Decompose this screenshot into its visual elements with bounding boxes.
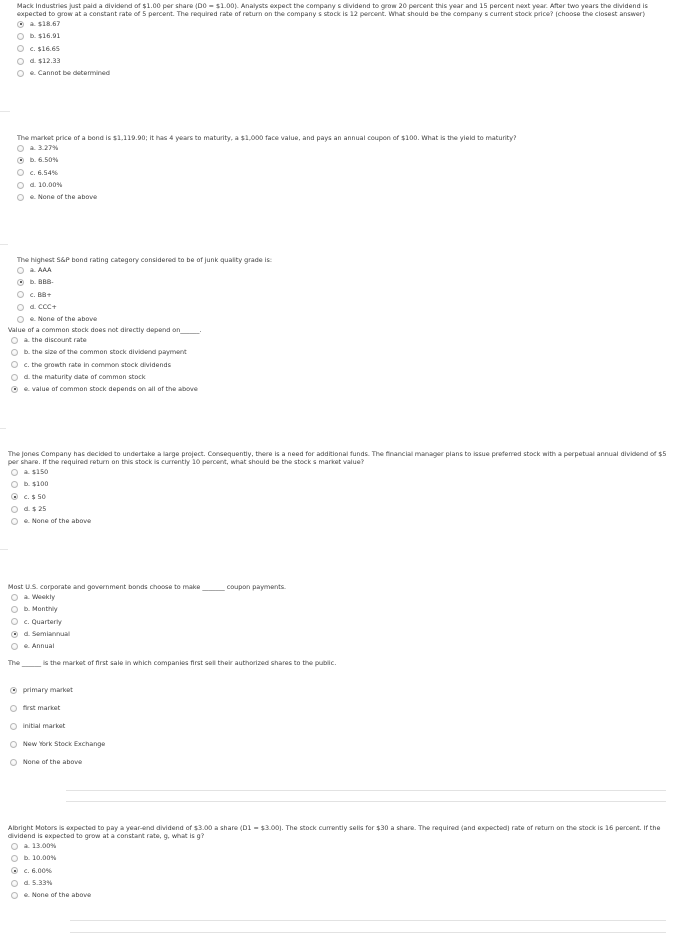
radio-icon[interactable] <box>10 723 17 730</box>
answer-option[interactable]: initial market <box>10 717 658 735</box>
answer-option[interactable]: a. 3.27% <box>17 142 667 154</box>
radio-icon[interactable] <box>17 182 24 189</box>
radio-selected-icon[interactable] <box>17 279 24 286</box>
divider-line <box>70 932 666 933</box>
radio-icon[interactable] <box>10 759 17 766</box>
question-text: The highest S&P bond rating category considered to be of junk quality grade is: <box>17 256 273 264</box>
answer-option[interactable]: e. None of the above <box>17 313 667 325</box>
radio-icon[interactable] <box>10 705 17 712</box>
answer-options <box>17 18 667 79</box>
answer-option[interactable]: c. $ 50 <box>11 491 668 503</box>
answer-option[interactable]: b. Monthly <box>11 603 658 615</box>
answer-options <box>17 264 667 325</box>
answer-option[interactable]: c. 6.54% <box>17 167 667 179</box>
radio-icon[interactable] <box>11 618 18 625</box>
answer-option[interactable]: a. 13.00% <box>11 840 668 852</box>
radio-selected-icon[interactable] <box>10 687 17 694</box>
radio-icon[interactable] <box>17 58 24 65</box>
question-text: Albright Motors is expected to pay a year-end dividend of $3.00 a share (D1 = $3.00). The stock currently sells for $30 a share. The required (and expected) rate of return on the stock is 16 percent. If the dividend is expected to grow at a constant rate, g, what is g? <box>8 824 661 840</box>
answer-options <box>8 466 668 527</box>
radio-icon[interactable] <box>11 643 18 650</box>
separator <box>0 549 8 550</box>
radio-selected-icon[interactable] <box>11 631 18 638</box>
question-4 <box>8 326 658 395</box>
answer-option[interactable]: e. value of common stock depends on all of the above <box>11 383 658 395</box>
radio-icon[interactable] <box>17 145 24 152</box>
answer-option[interactable]: b. the size of the common stock dividend payment <box>11 346 658 358</box>
divider-line <box>66 790 666 791</box>
question-text: The Jones Company has decided to undertake a large project. Consequently, there is a need for additional funds. The financial manager plans to issue preferred stock with a perpetual annual dividend of $5 per share. If the required return on this stock is currently 10 percent, what should be the stock s market value? <box>8 450 667 466</box>
answer-option[interactable]: a. $18.67 <box>17 18 667 30</box>
answer-option[interactable]: b. 6.50% <box>17 154 667 166</box>
radio-icon[interactable] <box>11 506 18 513</box>
question-2 <box>17 134 667 203</box>
separator <box>0 428 6 429</box>
answer-option[interactable]: c. BB+ <box>17 289 667 301</box>
answer-option[interactable]: e. None of the above <box>17 191 667 203</box>
answer-option[interactable]: c. 6.00% <box>11 865 668 877</box>
answer-option[interactable]: b. BBB- <box>17 276 667 288</box>
answer-options <box>8 334 658 395</box>
radio-icon[interactable] <box>17 33 24 40</box>
radio-icon[interactable] <box>11 469 18 476</box>
radio-icon[interactable] <box>11 349 18 356</box>
radio-selected-icon[interactable] <box>11 386 18 393</box>
radio-icon[interactable] <box>17 316 24 323</box>
answer-option[interactable]: a. Weekly <box>11 591 658 603</box>
radio-icon[interactable] <box>11 518 18 525</box>
radio-icon[interactable] <box>10 741 17 748</box>
radio-icon[interactable] <box>17 304 24 311</box>
answer-option[interactable]: b. $16.91 <box>17 30 667 42</box>
answer-option[interactable]: a. $150 <box>11 466 668 478</box>
answer-option[interactable]: d. Semiannual <box>11 628 658 640</box>
answer-option[interactable]: c. $16.65 <box>17 43 667 55</box>
answer-option[interactable]: d. 5.33% <box>11 877 668 889</box>
answer-option[interactable]: None of the above <box>10 753 658 771</box>
answer-options <box>8 591 658 652</box>
answer-option[interactable]: c. Quarterly <box>11 616 658 628</box>
answer-option[interactable]: New York Stock Exchange <box>10 735 658 753</box>
question-8 <box>8 824 668 901</box>
question-1 <box>17 2 667 79</box>
radio-icon[interactable] <box>11 855 18 862</box>
radio-icon[interactable] <box>17 45 24 52</box>
radio-selected-icon[interactable] <box>11 867 18 874</box>
question-3 <box>17 256 667 325</box>
radio-icon[interactable] <box>17 194 24 201</box>
question-7 <box>8 659 658 771</box>
radio-icon[interactable] <box>17 267 24 274</box>
answer-option[interactable]: d. CCC+ <box>17 301 667 313</box>
radio-icon[interactable] <box>11 361 18 368</box>
answer-option[interactable]: b. $100 <box>11 478 668 490</box>
radio-icon[interactable] <box>11 892 18 899</box>
radio-selected-icon[interactable] <box>17 157 24 164</box>
separator <box>0 111 10 112</box>
answer-option[interactable]: e. None of the above <box>11 515 668 527</box>
radio-selected-icon[interactable] <box>17 21 24 28</box>
answer-option[interactable]: e. None of the above <box>11 889 668 901</box>
radio-icon[interactable] <box>11 843 18 850</box>
answer-option[interactable]: b. 10.00% <box>11 852 668 864</box>
answer-option[interactable]: a. AAA <box>17 264 667 276</box>
answer-option[interactable]: a. the discount rate <box>11 334 658 346</box>
radio-icon[interactable] <box>17 169 24 176</box>
answer-option[interactable]: first market <box>10 699 658 717</box>
radio-icon[interactable] <box>11 337 18 344</box>
divider-line <box>70 920 666 921</box>
question-text: The ______ is the market of first sale in which companies first sell their authorized shares to the public. <box>8 659 337 667</box>
answer-option[interactable]: d. 10.00% <box>17 179 667 191</box>
answer-option[interactable]: primary market <box>10 681 658 699</box>
radio-icon[interactable] <box>11 606 18 613</box>
answer-options <box>8 681 658 771</box>
question-text: Most U.S. corporate and government bonds choose to make _______ coupon payments. <box>8 583 287 591</box>
answer-option[interactable]: e. Annual <box>11 640 658 652</box>
radio-icon[interactable] <box>11 880 18 887</box>
radio-icon[interactable] <box>11 481 18 488</box>
question-text: Value of a common stock does not directly depend on______. <box>8 326 202 334</box>
answer-option[interactable]: d. the maturity date of common stock <box>11 371 658 383</box>
answer-options <box>8 840 668 901</box>
radio-icon[interactable] <box>17 70 24 77</box>
radio-icon[interactable] <box>11 374 18 381</box>
answer-option[interactable]: d. $ 25 <box>11 503 668 515</box>
divider-line <box>66 801 666 802</box>
answer-option[interactable]: d. $12.33 <box>17 55 667 67</box>
question-text: Mack Industries just paid a dividend of $1.00 per share (D0 = $1.00). Analysts expect the company s dividend to grow 20 percent this year and 15 percent next year. After two years the dividend is expected to grow at a constant rate of 5 percent. The required rate of return on the company s stock is 12 percent. What should be the company s current stock price? (choose the closest answer) <box>17 2 648 18</box>
separator <box>0 244 8 245</box>
answer-options <box>17 142 667 203</box>
radio-selected-icon[interactable] <box>11 493 18 500</box>
question-5 <box>8 450 668 527</box>
answer-option[interactable]: e. Cannot be determined <box>17 67 667 79</box>
radio-icon[interactable] <box>17 291 24 298</box>
question-6 <box>8 583 658 652</box>
answer-option[interactable]: c. the growth rate in common stock dividends <box>11 359 658 371</box>
radio-icon[interactable] <box>11 594 18 601</box>
question-text: The market price of a bond is $1,119.90; it has 4 years to maturity, a $1,000 face value, and pays an annual coupon of $100. What is the yield to maturity? <box>17 134 517 142</box>
